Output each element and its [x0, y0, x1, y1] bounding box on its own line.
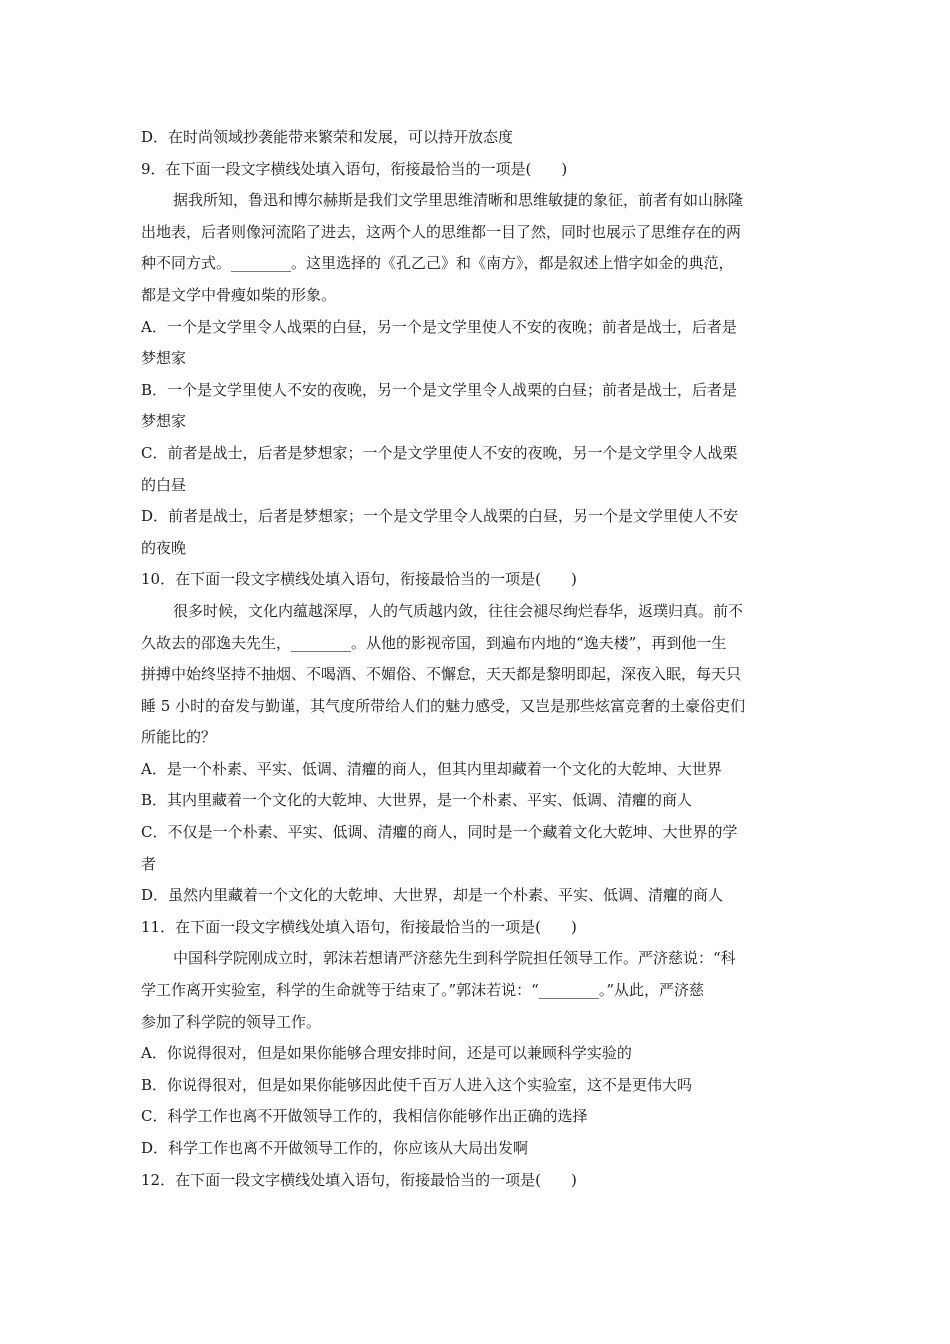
q9-passage-line: 出地表，后者则像河流陷了进去，这两个人的思维都一目了然，同时也展示了思维存在的两: [141, 222, 742, 241]
q9-option-a: A．一个是文学里令人战栗的白昼，另一个是文学里使人不安的夜晚；前者是战士，后者是: [141, 317, 737, 336]
q9-passage-line: 据我所知，鲁迅和博尔赫斯是我们文学里思维清晰和思维敏捷的象征，前者有如山脉隆: [173, 191, 744, 210]
q11-option-c: C．科学工作也离不开做领导工作的，我相信你能够作出正确的选择: [141, 1107, 588, 1126]
q9-option-b-cont: 梦想家: [141, 412, 187, 431]
q9-option-b: B．一个是文学里使人不安的夜晚，另一个是文学里令人战栗的白昼；前者是战士，后者是: [141, 380, 738, 399]
q10-option-c-cont: 者: [141, 854, 157, 873]
q9-option-d: D．前者是战士，后者是梦想家；一个是文学里令人战栗的白昼，另一个是文学里使人不安: [141, 507, 739, 526]
q9-option-c: C．前者是战士，后者是梦想家；一个是文学里使人不安的夜晚，另一个是文学里令人战栗: [141, 443, 738, 462]
q10-passage-line: 所能比的？: [141, 728, 217, 747]
q9-option-d-cont: 的夜晚: [141, 538, 187, 557]
q11-passage-line: 中国科学院刚成立时，郭沫若想请严济慈先生到科学院担任领导工作。严济慈说：“科: [173, 949, 736, 968]
q9-option-c-cont: 的白昼: [141, 475, 187, 494]
q9-option-a-cont: 梦想家: [141, 349, 187, 368]
q10-passage-line: 睡 5 小时的奋发与勤谨，其气度所带给人们的魅力感受，又岂是那些炫富竞奢的土豪俗吏们: [141, 696, 746, 715]
q10-stem: 10．在下面一段文字横线处填入语句，衔接最恰当的一项是( ): [141, 570, 577, 589]
q9-passage-line: 种不同方式。________。这里选择的《孔乙己》和《南方》，都是叙述上惜字如金的典范，: [141, 254, 734, 273]
q10-passage-line: 拼搏中始终坚持不抽烟、不喝酒、不媚俗、不懈怠，天天都是黎明即起，深夜入眠，每天只: [141, 665, 742, 684]
q9-stem: 9．在下面一段文字横线处填入语句，衔接最恰当的一项是( ): [141, 159, 568, 178]
q11-option-a: A．你说得很对，但是如果你能够合理安排时间，还是可以兼顾科学实验的: [141, 1044, 632, 1063]
q11-option-d: D．科学工作也离不开做领导工作的，你应该从大局出发啊: [141, 1139, 529, 1157]
q10-option-b: B．其内里藏着一个文化的大乾坤、大世界，是一个朴素、平实、低调、清癯的商人: [141, 791, 693, 810]
q11-option-b: B．你说得很对，但是如果你能够因此使千百万人进入这个实验室，这不是更伟大吗: [141, 1075, 693, 1094]
q8-option-d: D．在时尚领域抄袭能带来繁荣和发展，可以持开放态度: [141, 128, 514, 146]
q11-passage-line: 参加了科学院的领导工作。: [141, 1012, 322, 1031]
q10-passage-line: 久故去的邵逸夫先生，________。从他的影视帝国，到遍布内地的“逸夫楼”，再到他一生: [141, 633, 727, 652]
q12-stem: 12．在下面一段文字横线处填入语句，衔接最恰当的一项是( ): [141, 1170, 577, 1189]
q11-passage-line: 学工作离开实验室，科学的生命就等于结束了。”郭沫若说：“________。”从此，严济慈: [141, 981, 705, 1000]
q10-passage-line: 很多时候，文化内蕴越深厚，人的气质越内敛，往往会褪尽绚烂春华，返璞归真。前不: [173, 601, 744, 620]
q9-passage-line: 都是文学中骨瘦如柴的形象。: [141, 285, 337, 304]
q10-option-d: D．虽然内里藏着一个文化的大乾坤、大世界，却是一个朴素、平实、低调、清癯的商人: [141, 886, 724, 905]
q10-option-a: A．是一个朴素、平实、低调、清癯的商人，但其内里却藏着一个文化的大乾坤、大世界: [141, 759, 722, 778]
question-content: [141, 122, 811, 1196]
q10-option-c: C．不仅是一个朴素、平实、低调、清癯的商人，同时是一个藏着文化大乾坤、大世界的学: [141, 823, 738, 842]
q11-stem: 11．在下面一段文字横线处填入语句，衔接最恰当的一项是( ): [141, 917, 577, 936]
